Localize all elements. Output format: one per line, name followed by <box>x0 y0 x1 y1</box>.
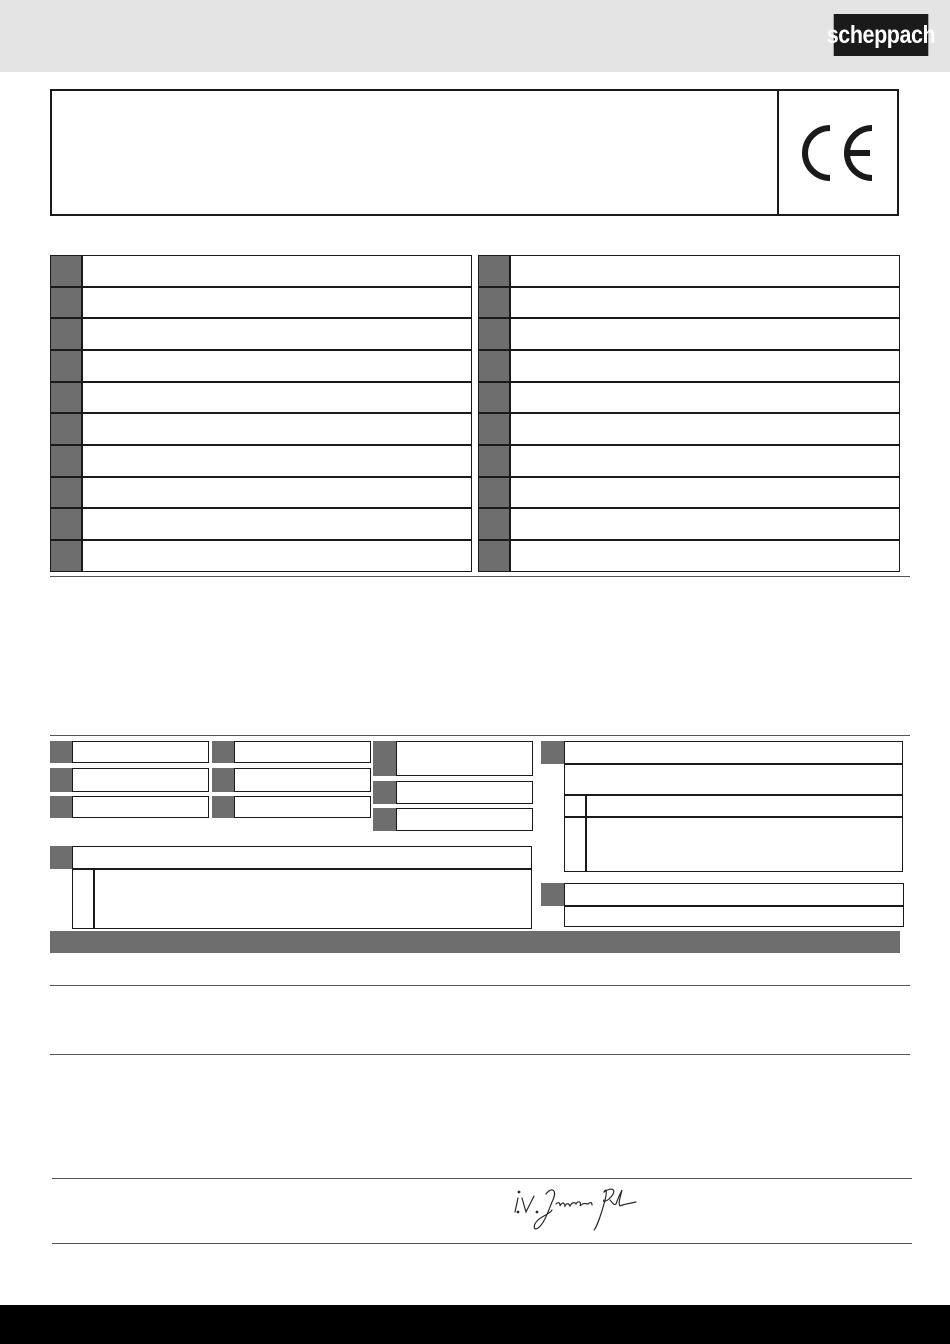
directive-field-left <box>82 445 472 477</box>
directive-marker-right <box>478 350 510 382</box>
standard-field <box>234 768 371 792</box>
section-marker <box>50 846 72 869</box>
standard-marker <box>373 781 396 804</box>
directive-marker-left <box>50 508 82 540</box>
directive-field-left <box>82 540 472 572</box>
ce-mark-box <box>777 89 899 216</box>
directive-marker-right <box>478 382 510 413</box>
section-text-field <box>564 764 903 795</box>
declaration-title-box <box>50 89 779 216</box>
standard-marker <box>373 741 396 776</box>
directive-marker-right <box>478 508 510 540</box>
section-marker <box>541 741 564 764</box>
directive-marker-right <box>478 445 510 477</box>
divider <box>52 1178 912 1179</box>
standard-marker <box>373 808 396 831</box>
directive-marker-left <box>50 350 82 382</box>
standard-field <box>396 741 533 776</box>
directive-marker-right <box>478 477 510 508</box>
header-bar <box>0 0 950 72</box>
footer-bar <box>0 1305 950 1344</box>
standard-marker <box>212 768 234 792</box>
section-text-field <box>564 906 904 927</box>
signature <box>512 1184 642 1236</box>
standard-marker <box>50 796 72 818</box>
directive-field-right <box>510 287 900 318</box>
standard-marker <box>50 741 72 763</box>
divider <box>50 985 910 986</box>
ce-mark-icon <box>796 122 880 184</box>
standard-marker <box>212 741 234 763</box>
section-text-field <box>586 795 903 817</box>
directive-marker-left <box>50 477 82 508</box>
sub-marker <box>564 817 586 872</box>
standard-marker <box>212 796 234 818</box>
directive-marker-left <box>50 255 82 287</box>
standard-field <box>396 781 533 804</box>
directive-field-right <box>510 540 900 572</box>
directive-field-left <box>82 477 472 508</box>
section-bar <box>50 931 900 953</box>
divider <box>50 735 910 736</box>
directive-marker-right <box>478 413 510 445</box>
directive-field-left <box>82 255 472 287</box>
directive-marker-right <box>478 540 510 572</box>
directive-marker-right <box>478 255 510 287</box>
directive-marker-right <box>478 318 510 350</box>
directive-marker-left <box>50 540 82 572</box>
standard-field <box>72 741 209 763</box>
directive-field-right <box>510 350 900 382</box>
directive-marker-left <box>50 318 82 350</box>
directive-field-left <box>82 287 472 318</box>
directive-field-left <box>82 318 472 350</box>
section-marker <box>541 883 564 906</box>
standard-field <box>234 741 371 763</box>
standard-field <box>234 796 371 818</box>
section-field <box>564 741 903 764</box>
directive-marker-left <box>50 287 82 318</box>
standard-field <box>72 768 209 792</box>
directive-marker-left <box>50 413 82 445</box>
divider <box>52 1243 912 1244</box>
directive-marker-left <box>50 445 82 477</box>
directive-field-right <box>510 255 900 287</box>
directive-field-left <box>82 382 472 413</box>
directive-field-right <box>510 382 900 413</box>
directive-field-right <box>510 413 900 445</box>
divider <box>50 1054 910 1055</box>
directive-field-right <box>510 508 900 540</box>
sub-marker <box>72 869 94 929</box>
directive-field-right <box>510 445 900 477</box>
divider <box>50 576 910 577</box>
directive-field-right <box>510 477 900 508</box>
directive-field-right <box>510 318 900 350</box>
section-field <box>564 883 904 906</box>
section-text-field <box>94 869 532 929</box>
sub-marker <box>564 795 586 817</box>
standard-field <box>396 808 533 831</box>
brand-logo: scheppach <box>834 14 929 56</box>
directive-marker-right <box>478 287 510 318</box>
directive-marker-left <box>50 382 82 413</box>
standard-marker <box>50 768 72 792</box>
directive-field-left <box>82 508 472 540</box>
section-field <box>72 846 532 869</box>
directive-field-left <box>82 350 472 382</box>
standard-field <box>72 796 209 818</box>
directive-field-left <box>82 413 472 445</box>
section-text-field <box>586 817 903 872</box>
